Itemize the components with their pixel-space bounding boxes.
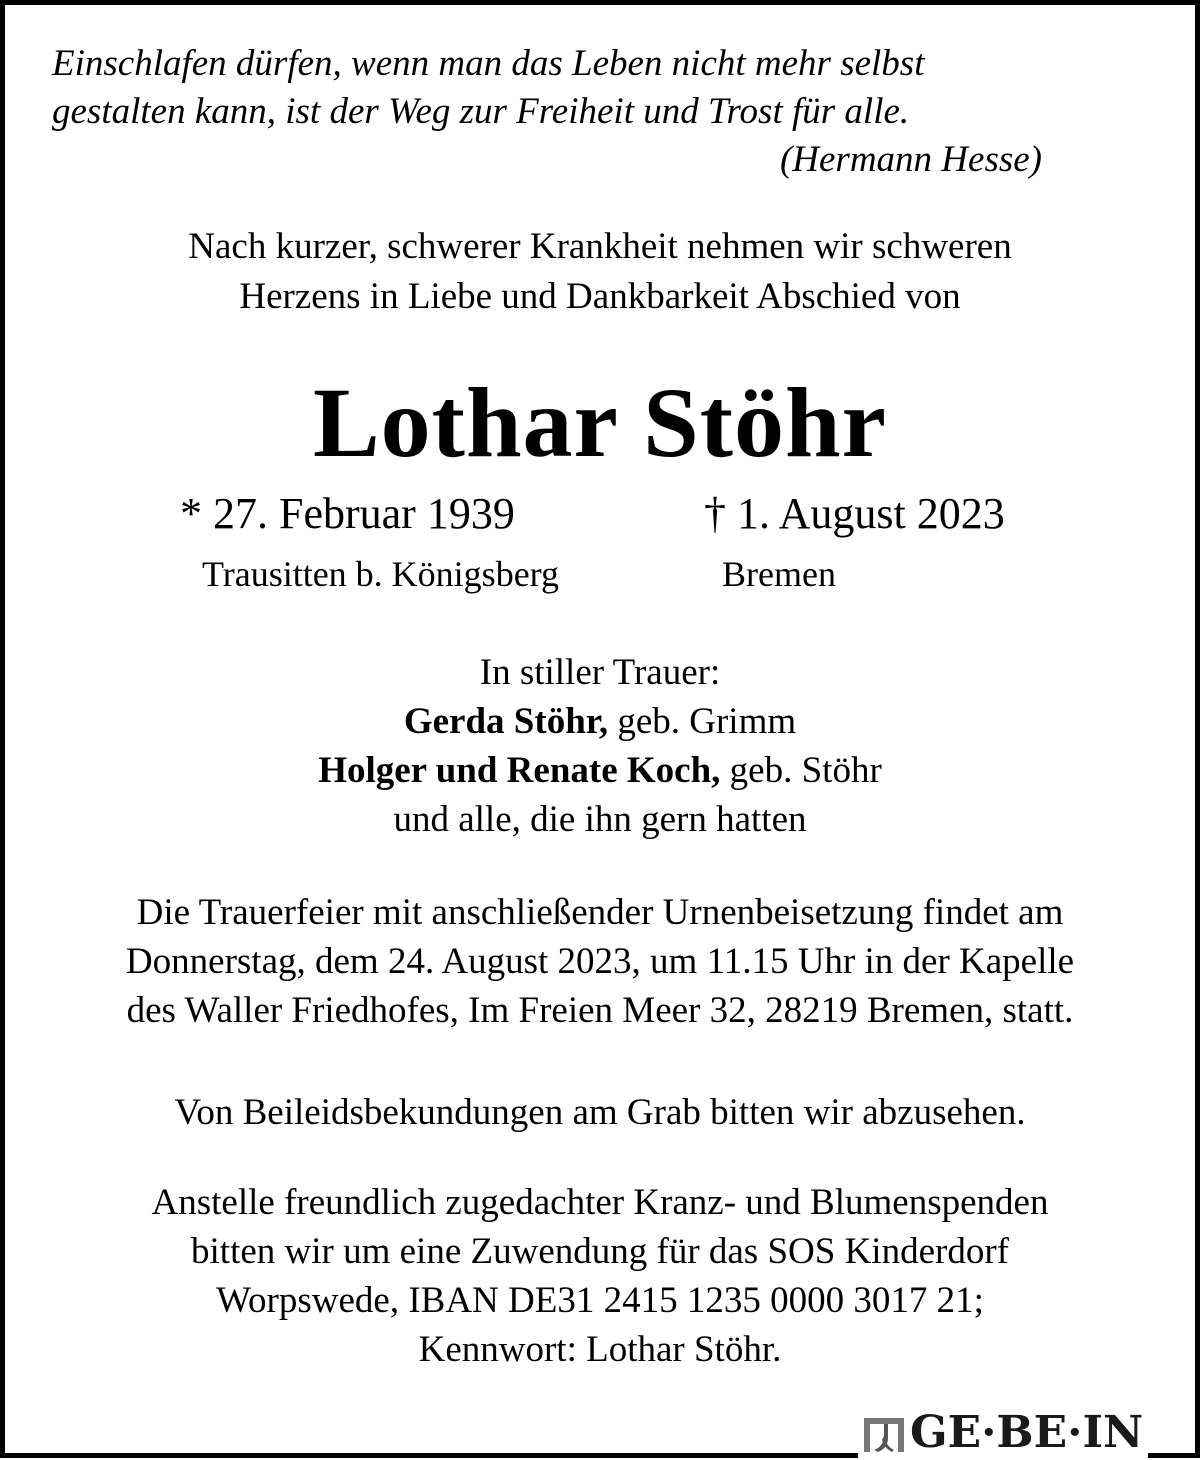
donation-line-2: bitten wir um eine Zuwendung für das SOS Kinderdorf [191,1231,1009,1272]
donation-info [0,1178,1200,1374]
mourner-2 [0,746,1200,795]
birth-date: * 27. Februar 1939 [180,489,515,538]
donation-line-3: Worpswede, IBAN DE31 2415 1235 0000 3017 21; [216,1280,984,1321]
border-bottom-right [1148,1453,1200,1458]
service-line-2: Donnerstag, dem 24. August 2023, um 11.15 Uhr in der Kapelle [125,941,1075,982]
border-top [0,0,1200,5]
gebein-logo-icon [862,1414,906,1454]
quote-author: (Hermann Hesse) [779,139,1042,180]
gebein-logo [862,1406,1144,1456]
mourner-1-suffix: geb. Grimm [608,701,797,742]
donation-line-4: Kennwort: Lothar Stöhr. [418,1329,782,1370]
service-line-3: des Waller Friedhofes, Im Freien Meer 32, 28219 Bremen, statt. [126,990,1074,1031]
death-place: Bremen [722,554,836,594]
mourners-block [0,648,1200,844]
mourner-2-name: Holger und Renate Koch, [318,750,721,791]
border-bottom-left [0,1453,858,1458]
intro-line-1: Nach kurzer, schwerer Krankheit nehmen wir schweren [188,226,1012,267]
birth-place: Trausitten b. Königsberg [202,554,560,594]
gebein-logo-text: GE·BE·IN [910,1407,1144,1458]
mourner-1-name: Gerda Stöhr, [403,701,609,742]
service-info [0,888,1200,1035]
condolence-note: Von Beileidsbekundungen am Grab bitten wir abzusehen. [174,1092,1026,1133]
death-date: † 1. August 2023 [704,489,1005,538]
mourner-2-suffix: geb. Stöhr [720,750,882,791]
service-line-1: Die Trauerfeier mit anschließender Urnenbeisetzung findet am [136,892,1064,933]
intro-text [0,222,1200,322]
quote-block [52,40,1052,180]
mourners-heading: In stiller Trauer: [479,652,721,693]
mourners-closing: und alle, die ihn gern hatten [393,799,807,840]
intro-line-2: Herzens in Liebe und Dankbarkeit Abschied von [239,276,961,317]
quote-line-1: Einschlafen dürfen, wenn man das Leben nicht mehr selbst [52,43,925,84]
quote-line-2: gestalten kann, ist der Weg zur Freiheit und Trost für alle. [52,91,910,132]
mourner-1 [0,697,1200,746]
donation-line-1: Anstelle freundlich zugedachter Kranz- und Blumenspenden [151,1182,1049,1223]
deceased-name: Lothar Stöhr [312,367,888,478]
